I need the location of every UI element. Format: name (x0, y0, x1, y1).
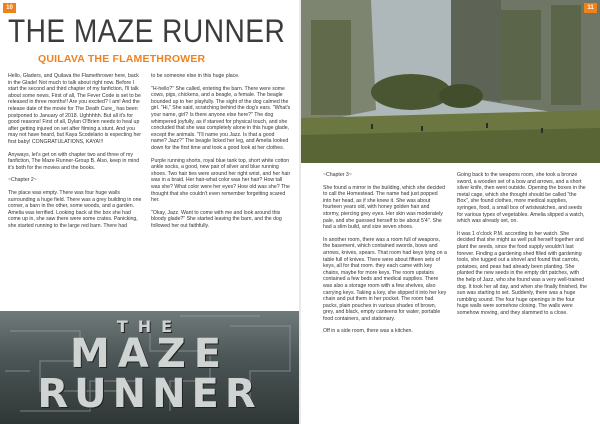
page-number-left: 10 (3, 3, 16, 13)
paragraph: Off in a side room, there was a kitchen. (323, 328, 413, 335)
glade-photo (301, 0, 600, 163)
paragraph: In another room, there was a room full of weapons, the basement, which contained swords, bows and arrows, knives, spears. That room had keys lying on a table full of knives. There were about fifteen sets of keys, all for that room. they each came with key chains, maybe for more keys. The room upstairs contained a few beds and medical supplies. There was also a storage room with a few shelves, also carrying keys. Taking a key, she slipped it into her key chain and put them in her pocket. The room had packs, plain pouches in various shades of brown, grey, and black, empty canteens for water, portable food containers, and stationary. (323, 236, 447, 322)
author-byline: QUILAVA THE FLAMETHROWER (38, 53, 206, 65)
text-column-2 (151, 73, 291, 235)
text-column-1 (8, 73, 144, 235)
chapter-heading: ~Chapter 3~ (323, 172, 352, 178)
page-number-right: 11 (584, 3, 597, 13)
left-page (0, 0, 299, 424)
right-page (301, 0, 600, 424)
logo-word-runner: RUNNER (37, 371, 262, 417)
paragraph: to be someone else in this huge place. (151, 73, 240, 79)
paragraph: She found a mirror in the building, which she decided to call the Homestead. The name had just popped into her head, as if she knew it. She was about fourteen years old, with honey golden hair and stormy, piercing grey eyes. Her skin was moderately pale, and she guessed herself to be about 5'4". She had a slim build, and size seven shoes. (323, 184, 445, 231)
logo-word-the: THE (116, 317, 183, 336)
paragraph: The place was empty. There was four huge walls surrounding a huge field. There was a grey building in one corner, a barn in the other, some woods, and a garden. Amelia was terrified. Looking back at the box she had come up in, she saw there were some crates. Panicking, she started running to the large red barn. There had (8, 189, 142, 229)
logo-word-maze: MAZE (69, 331, 230, 377)
paragraph: Hello, Gladers, and Quilava the Flamethrower here, back in the Glade! Not much to talk about right now. Before I start the second and third chapter of my fanfiction, I'll talk about some news. First of all, The Fever Code is set to be released in three months!! Are you excited? I am! And the release date of the movie for The Death Cure_ has been postponed to January of 2018. Ughhhhh. But all it's for good reasons! First of all, Dylan O'Brien needs to heal up after getting injured on set after filming a stunt. And you may not have heard, but Kaya Scodelario is expecting her first baby! CONGRATULATIONS, KAYA!!! (8, 73, 141, 145)
paragraph: "Okay, Jazz. Want to come with me and look around this bloody glade?" She started leaving the barn, and the dog followed her out faithfully. (151, 209, 282, 229)
glade-scene-graphic (301, 0, 600, 163)
paragraph: Purple running shorts, royal blue tank top, short white cotton ankle socks, a good, new pair of silver and blue running shoes. Two hair ties were around her right wrist, and her hair was in a braid. Her hair-what color was her hair? How tall was she? What color were her eyes? How old was she? The thought that she couldn't even remember forgetting scared her. (151, 157, 291, 204)
text-column-4 (457, 172, 587, 322)
text-column-3 (323, 172, 447, 341)
paragraph: Going back to the weapons room, she took a bronze sword, a wooden set of a bow and arrows, and a short silver knife, then went outside. Opening the boxes in the metal cage, which she thought should be called "the Box", she found clothes, more medical supplies, syringes, food, a small box of wristwatches, and seeds for various types of vegetables. Amelia slipped a watch, which was already set, on. (457, 172, 586, 225)
maze-runner-logo-image (0, 311, 299, 424)
paragraph: Anyways, let's get on with chapter two and three of my fanfiction, The Maze Runner-Group B. Also, keep in mind it's both for the movies and the books. (8, 151, 140, 171)
chapter-heading: ~Chapter 2~ (8, 177, 37, 184)
paragraph: "H-hello?" She called, entering the barn. There were some cows, pigs, chickens, and a beagle, a female. The beagle bounded up to her playfully. The sight of the dog calmed the girl. "Hi," She said, scratching behind the dog's ears. "What's your name, girl? Is there anyone else here?" The dog whimpered joyfully, as if starved for physical touch, and she concluded that she was completely alone in this huge glade, except the animals. "I'll name you Jazz. Is that a good name? Jazz?" The beagle licked her leg, and Amelia looked down for the first time and took a good look at her clothes. (151, 85, 291, 151)
paragraph: It was 1 o'clock P.M. according to her watch. She decided that she might as well pull herself together and plant the seeds, since the food supply wouldn't last forever. Finding a gardening shed filled with gardening tools, she tugged out a shovel and found that carrots, potatoes, and peas had already been planting. She planted the new seeds in the empty dirt patches, with the help of Jazz, who she found was a very well-trained dog. It took her all day, and when she finally finished, the sun was starting to set. Suddenly, there was a huge rumbling sound. The four huge openings in the four huge walls were somehow closing. The walls were somehow moving, and they slammed to a close. (457, 230, 587, 316)
article-title: THE MAZE RUNNER (8, 13, 286, 49)
